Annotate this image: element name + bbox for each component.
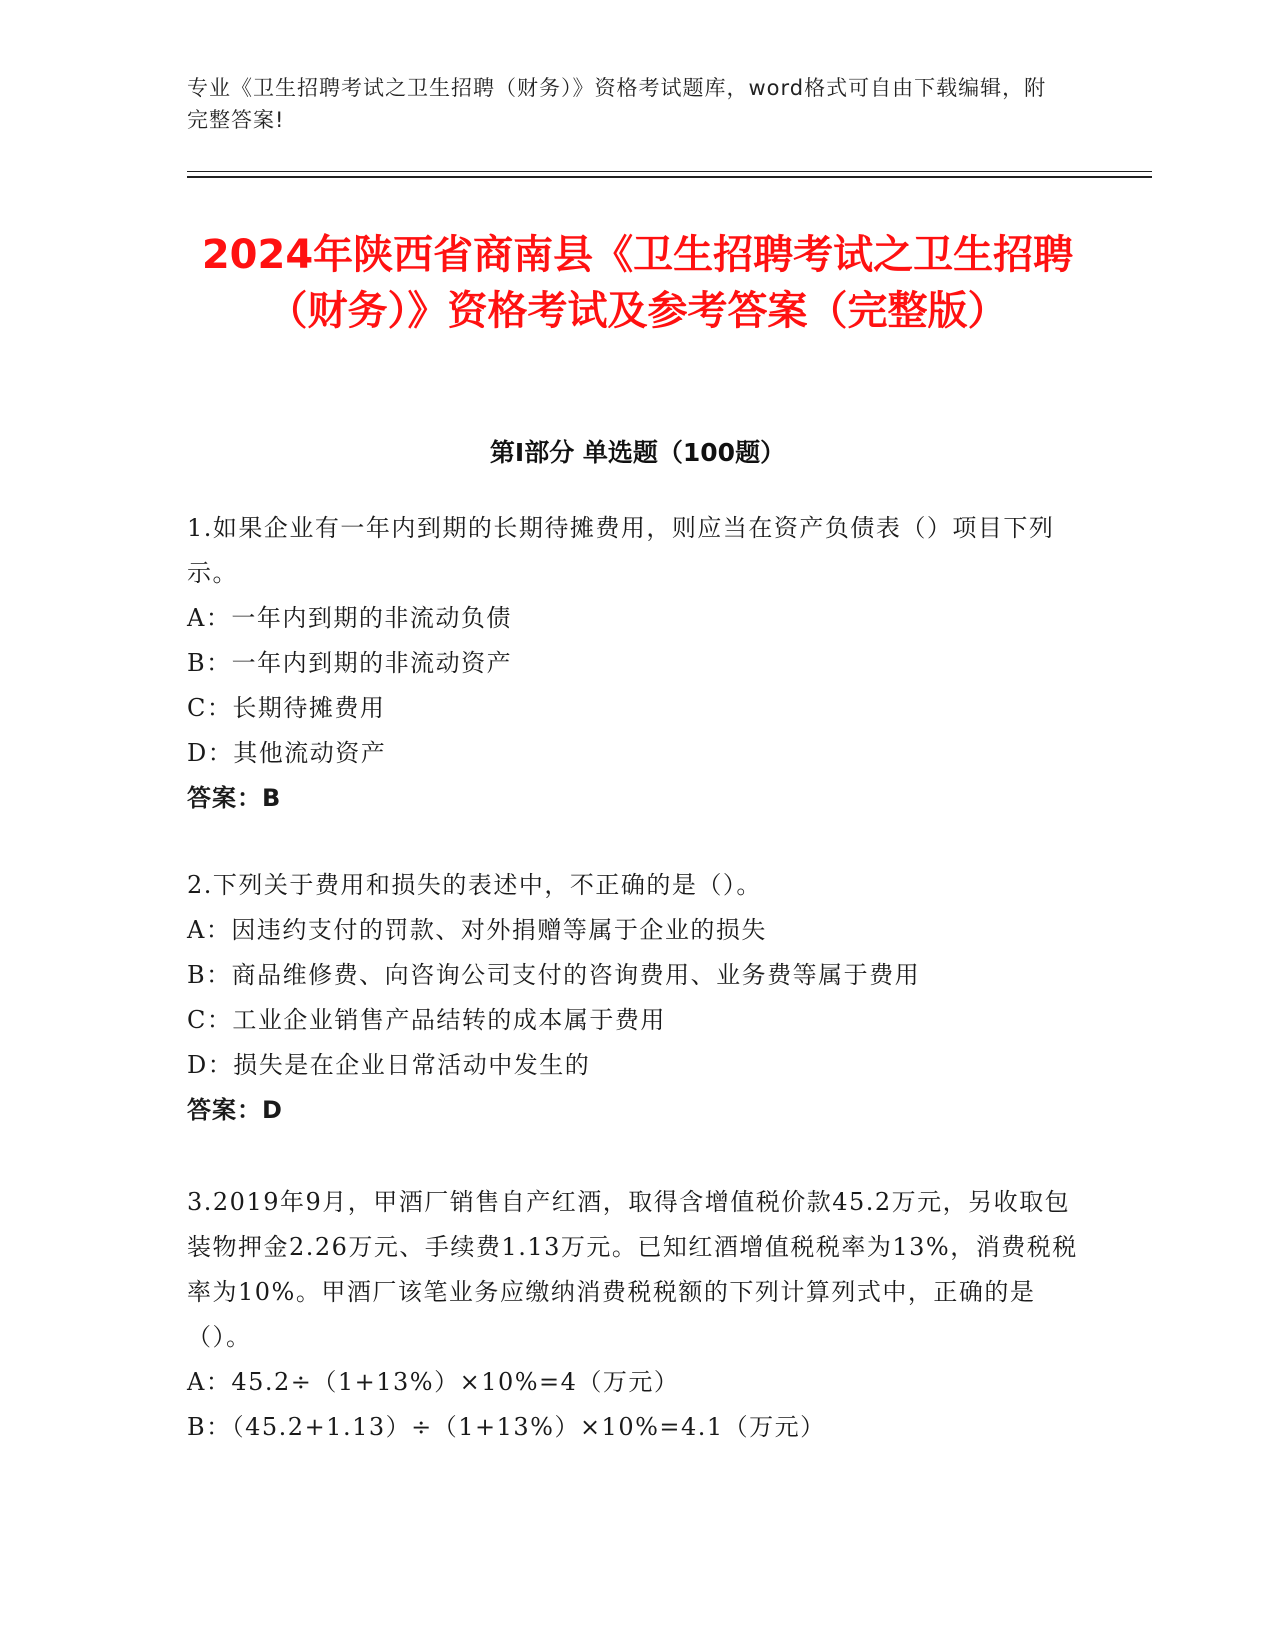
answer: 答案：D xyxy=(187,1096,283,1124)
question-stem: 3.2019年9月，甲酒厂销售自产红酒，取得含增值税价款45.2万元，另收取包装物押金2.26万元、手续费1.13万元。已知红酒增值税税率为13%，消费税税率为10%。甲酒厂该笔业务应缴纳消费税税额的下列计算列式中，正确的是（）。 xyxy=(187,1188,1078,1351)
question-stem: 2.下列关于费用和损失的表述中，不正确的是（）。 xyxy=(187,871,762,899)
header-note: 专业《卫生招聘考试之卫生招聘（财务）》资格考试题库，word格式可自由下载编辑，附完整答案! xyxy=(187,76,1047,132)
option-a: A：一年内到期的非流动负债 xyxy=(187,604,512,632)
question-3 xyxy=(187,1180,1087,1450)
header-rule-thin xyxy=(187,171,1152,172)
option-c: C：工业企业销售产品结转的成本属于费用 xyxy=(187,1006,666,1034)
question-2 xyxy=(187,863,1087,1133)
section-title: 第I部分 单选题（100题） xyxy=(489,438,786,467)
option-d: D：损失是在企业日常活动中发生的 xyxy=(187,1051,591,1079)
option-a: A：45.2÷（1+13%）×10%=4（万元） xyxy=(187,1368,680,1396)
option-a: A：因违约支付的罚款、对外捐赠等属于企业的损失 xyxy=(187,916,767,944)
header-rule-thick xyxy=(187,176,1152,178)
document-title: 2024年陕西省商南县《卫生招聘考试之卫生招聘（财务）》资格考试及参考答案（完整版） xyxy=(201,232,1074,334)
question-stem: 1.如果企业有一年内到期的长期待摊费用，则应当在资产负债表（）项目下列示。 xyxy=(187,514,1055,587)
option-b: B：一年内到期的非流动资产 xyxy=(187,649,513,677)
option-c: C：长期待摊费用 xyxy=(187,694,386,722)
question-1 xyxy=(187,506,1087,821)
answer: 答案：B xyxy=(187,784,282,812)
option-d: D：其他流动资产 xyxy=(187,739,387,767)
option-b: B：商品维修费、向咨询公司支付的咨询费用、业务费等属于费用 xyxy=(187,961,921,989)
option-b: B：（45.2+1.13）÷（1+13%）×10%=4.1（万元） xyxy=(187,1413,826,1441)
